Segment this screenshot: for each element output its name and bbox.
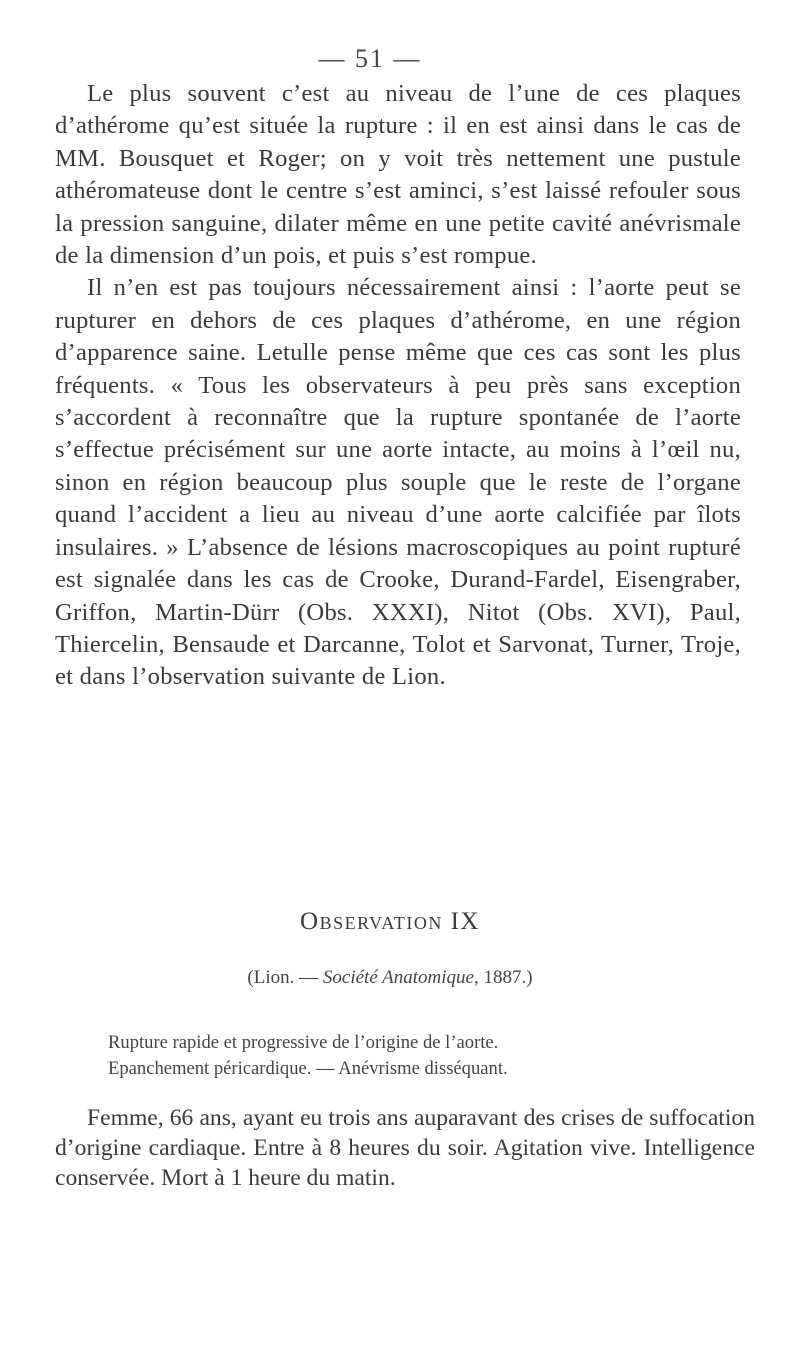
paragraph: Femme, 66 ans, ayant eu trois ans auparavant des crises de suffocation d’origine cardiaque. Entre à 8 heures du soir. Agitation vive. Intelligence conservée. Mort à 1 heure du matin.: [55, 1105, 755, 1191]
observation-source: [0, 967, 780, 989]
observation-summary: [108, 1030, 748, 1082]
observation-title: Observation IX: [300, 908, 480, 935]
page-number: — 51 —: [318, 44, 422, 73]
summary-line: Rupture rapide et progressive de l’origine de l’aorte.: [108, 1032, 499, 1053]
summary-line: Epanchement péricardique. — Anévrisme disséquant.: [108, 1058, 508, 1079]
paragraph: Le plus souvent c’est au niveau de l’une de ces plaques d’athérome qu’est située la rupture : il en est ainsi dans le cas de MM. Bousquet et Roger; on y voit très nettement une pustule athéromateuse dont le centre s’est aminci, s’est laissé refouler sous la pression sanguine, dilater même en une petite cavité anévrismale de la dimension d’un pois, et puis s’est rompue.: [55, 80, 741, 270]
paragraph: Il n’en est pas toujours nécessairement ainsi : l’aorte peut se rupturer en dehors de ces plaques d’athérome, en une région d’apparence saine. Letulle pense même que ces cas sont les plus fréquents. « Tous les observateurs à peu près sans exception s’accordent à reconnaître que la rupture spontanée de l’aorte s’effectue précisément sur une aorte intacte, au moins à l’œil nu, sinon en région beaucoup plus souple que le reste de l’organe quand l’accident a lieu au niveau d’une aorte calcifiée par îlots insulaires. » L’absence de lésions macroscopiques au point rupturé est signalée dans les cas de Crooke, Durand-Fardel, Eisengraber, Griffon, Martin-Dürr (Obs. XXXI), Nitot (Obs. XVI), Paul, Thiercelin, Bensaude et Darcanne, Tolot et Sarvonat, Turner, Troje, et dans l’observation suivante de Lion.: [55, 274, 741, 691]
source-journal: Société Anatomique: [322, 967, 474, 988]
case-description: [55, 1103, 755, 1193]
body-text: [55, 78, 741, 694]
source-year: , 1887.): [473, 967, 533, 988]
source-author: (Lion. —: [247, 967, 323, 988]
